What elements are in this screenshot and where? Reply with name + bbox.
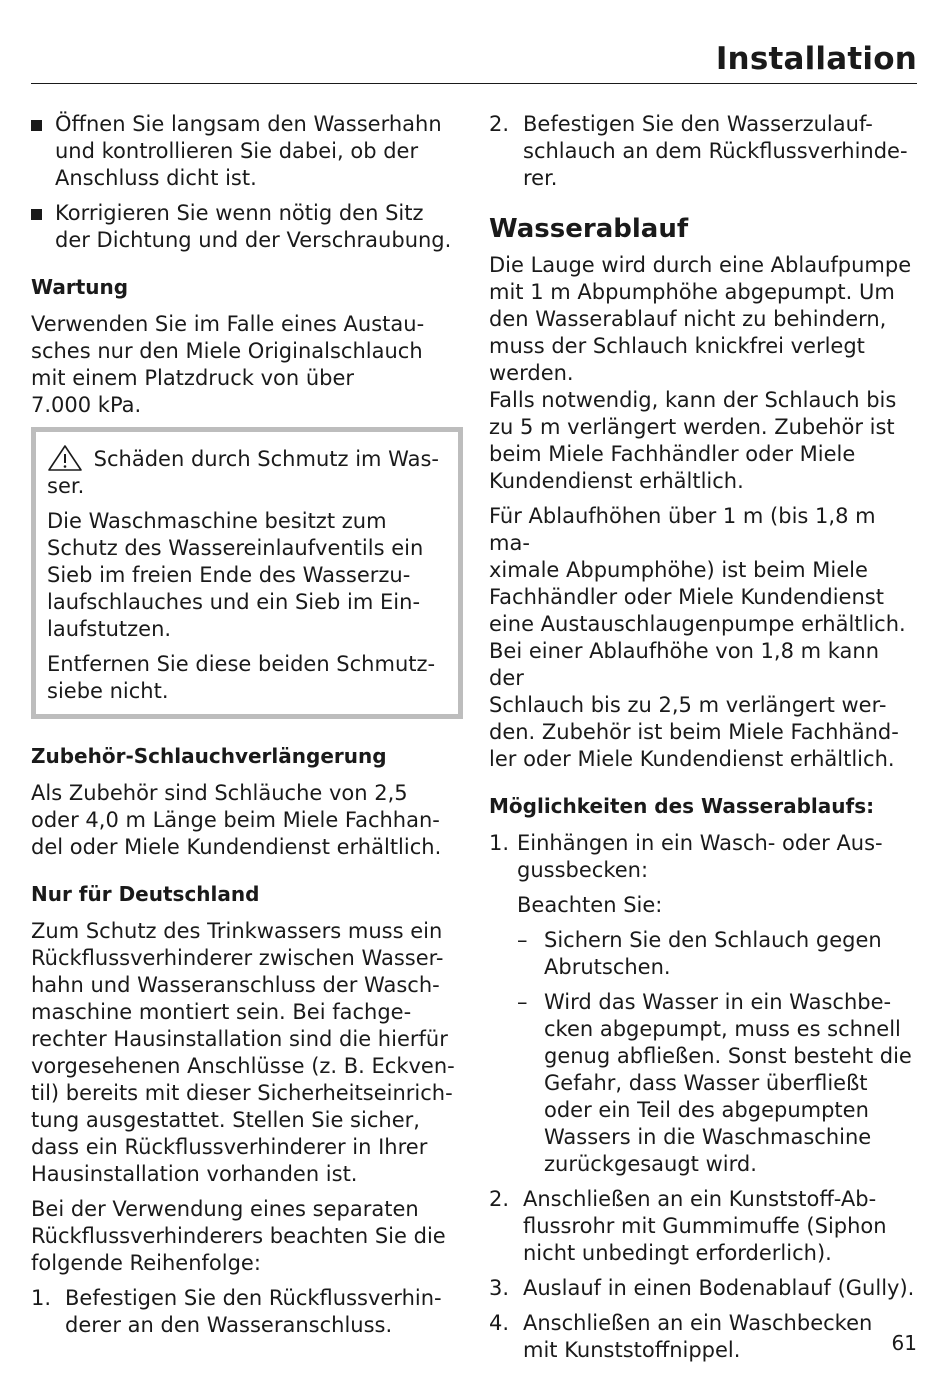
text-line: cken abgepumpt, muss es schnell (544, 1017, 901, 1041)
text-line: derer an den Wasseranschluss. (65, 1313, 393, 1337)
text-line: Auslauf in einen Bodenablauf (Gully). (523, 1276, 915, 1300)
text-line: rechter Hausinstallation sind die hierfür (31, 1027, 448, 1051)
text-line: Die Lauge wird durch eine Ablaufpumpe (489, 253, 912, 277)
text-line: del oder Miele Kundendienst erhältlich. (31, 835, 442, 859)
text-line: Schäden durch Schmutz im Was- (87, 447, 439, 471)
text-line: Gefahr, dass Wasser überfließt (544, 1071, 868, 1095)
bullet-text: Korrigieren Sie wenn nötig den Sitz der Dichtung und der Verschraubung. (55, 201, 452, 252)
text-line: Rückflussverhinderer zwischen Wasser- (31, 946, 444, 970)
text-line: laufstutzen. (47, 617, 172, 641)
text-line: maschine montiert sein. Bei fachge- (31, 1000, 412, 1024)
wartung-text (31, 311, 463, 419)
dash-symbol: – (517, 990, 528, 1014)
text-line: den. Zubehör ist beim Miele Fachhänd- (489, 720, 899, 744)
section-heading-wartung: Wartung (31, 275, 129, 299)
list-number: 2. (489, 1187, 510, 1211)
text-line: Einhängen in ein Wasch- oder Aus- (517, 831, 883, 855)
list-item (489, 1310, 919, 1364)
text-line: Wassers in die Waschmaschine (544, 1125, 872, 1149)
text-line: ler oder Miele Kundendienst erhältlich. (489, 747, 895, 771)
text-line: oder 4,0 m Länge beim Miele Fachhan- (31, 808, 440, 832)
page-header (31, 38, 917, 84)
text-line: vorgesehenen Anschlüsse (z. B. Eckven- (31, 1054, 455, 1078)
text-line: Anschließen an ein Waschbecken (523, 1311, 873, 1335)
text-line: Schlauch bis zu 2,5 m verlängert wer- (489, 693, 887, 717)
warning-title (47, 444, 447, 500)
list-note: Beachten Sie: (517, 893, 663, 917)
text-line: tung ausgestattet. Stellen Sie sicher, (31, 1108, 420, 1132)
dash-text (544, 927, 919, 981)
text-line: flussrohr mit Gummimuffe (Siphon (523, 1214, 887, 1238)
text-line: Wird das Wasser in ein Waschbe- (544, 990, 892, 1014)
right-column (489, 111, 919, 1372)
list-item (31, 1285, 463, 1339)
text-line: Befestigen Sie den Rückflussverhin- (65, 1286, 442, 1310)
text-line: Anschließen an ein Kunststoff-Ab- (523, 1187, 877, 1211)
page-number: 61 (891, 1331, 917, 1355)
text-line: Befestigen Sie den Wasserzulauf- (523, 112, 873, 136)
text-line: nicht unbedingt erforderlich). (523, 1241, 832, 1265)
text-line: Entfernen Sie diese beiden Schmutz- (47, 652, 436, 676)
text-line: til) bereits mit dieser Sicherheitseinrich- (31, 1081, 453, 1105)
list-item (489, 830, 919, 1178)
section-heading-wasserablauf: Wasserablauf (489, 214, 689, 244)
text-line: eine Austauschlaugenpumpe erhältlich. (489, 612, 906, 636)
text-line: Sieb im freien Ende des Wasserzu- (47, 563, 411, 587)
text-line: Bei einer Ablaufhöhe von 1,8 m kann der (489, 639, 880, 690)
text-line: zurückgesaugt wird. (544, 1152, 757, 1176)
text-line: Verwenden Sie im Falle eines Austau- (31, 312, 425, 336)
bullet-text: Öffnen Sie langsam den Wasserhahn und kontrollieren Sie dabei, ob der Anschluss dicht ist. (55, 112, 442, 190)
wasserablauf-paragraph (489, 503, 919, 773)
text-line: 7.000 kPa. (31, 393, 142, 417)
text-line: zu 5 m verlängert werden. Zubehör ist (489, 415, 895, 439)
text-line: genug abfließen. Sonst besteht die (544, 1044, 912, 1068)
text-line: rer. (523, 166, 558, 190)
text-line: Kundendienst erhältlich. (489, 469, 744, 493)
list-text (517, 830, 919, 884)
text-line: sches nur den Miele Originalschlauch (31, 339, 423, 363)
text-line: ser. (47, 474, 85, 498)
text-line: mit 1 m Abpumphöhe abgepumpt. Um (489, 280, 895, 304)
wasserablauf-paragraph (489, 252, 919, 495)
text-line: Schutz des Wassereinlaufventils ein (47, 536, 424, 560)
dash-item (517, 927, 919, 981)
text-line: Als Zubehör sind Schläuche von 2,5 (31, 781, 408, 805)
section-heading-moeglichkeiten: Möglichkeiten des Wasserablaufs: (489, 794, 875, 818)
list-text (65, 1285, 463, 1339)
warning-triangle-icon (47, 444, 83, 471)
text-line: werden. (489, 361, 574, 385)
list-number: 1. (489, 831, 510, 855)
text-line: mit Kunststoffnippel. (523, 1338, 741, 1362)
section-heading-deutschland: Nur für Deutschland (31, 882, 260, 906)
text-line: Fachhändler oder Miele Kundendienst (489, 585, 884, 609)
text-line: schlauch an dem Rückflussverhinde- (523, 139, 908, 163)
list-item (489, 111, 919, 192)
list-text (523, 111, 919, 192)
section-heading-zubehoer: Zubehör-Schlauchverlängerung (31, 744, 387, 768)
text-line: muss der Schlauch knickfrei verlegt (489, 334, 865, 358)
list-item (489, 1275, 919, 1302)
text-line: gussbecken: (517, 858, 649, 882)
text-line: siebe nicht. (47, 679, 169, 703)
text-line: Die Waschmaschine besitzt zum (47, 509, 387, 533)
text-line: Für Ablaufhöhen über 1 m (bis 1,8 m ma- (489, 504, 876, 555)
dash-text (544, 989, 919, 1178)
text-line: den Wasserablauf nicht zu behindern, (489, 307, 887, 331)
text-line: Falls notwendig, kann der Schlauch bis (489, 388, 897, 412)
dash-item (517, 989, 919, 1178)
text-line: mit einem Platzdruck von über (31, 366, 355, 390)
dash-symbol: – (517, 928, 528, 952)
text-line: dass ein Rückflussverhinderer in Ihrer (31, 1135, 428, 1159)
warning-paragraph (47, 651, 447, 705)
text-line: Rückflussverhinderers beachten Sie die (31, 1224, 446, 1248)
text-line: Bei der Verwendung eines separaten (31, 1197, 419, 1221)
text-line: laufschlauches und ein Sieb im Ein- (47, 590, 421, 614)
left-column (31, 111, 463, 1347)
list-number: 2. (489, 112, 510, 136)
list-text (523, 1310, 919, 1364)
text-line: ximale Abpumphöhe) ist beim Miele (489, 558, 868, 582)
text-line: Abrutschen. (544, 955, 671, 979)
text-line: folgende Reihenfolge: (31, 1251, 261, 1275)
deutschland-paragraph (31, 1196, 463, 1277)
page-title: Installation (715, 41, 917, 77)
list-number: 3. (489, 1276, 510, 1300)
text-line: Zum Schutz des Trinkwassers muss ein (31, 919, 443, 943)
deutschland-paragraph (31, 918, 463, 1188)
text-line: hahn und Wasseranschluss der Wasch- (31, 973, 440, 997)
text-line: Sichern Sie den Schlauch gegen (544, 928, 882, 952)
bullet-item (31, 200, 463, 254)
warning-paragraph (47, 508, 447, 643)
text-line: Hausinstallation vorhanden ist. (31, 1162, 358, 1186)
text-line: oder ein Teil des abgepumpten (544, 1098, 869, 1122)
list-text (523, 1275, 919, 1302)
warning-box (31, 427, 463, 719)
list-number: 1. (31, 1286, 52, 1310)
bullet-item (31, 111, 463, 192)
list-item (489, 1186, 919, 1267)
zubehoer-text (31, 780, 463, 861)
text-line: beim Miele Fachhändler oder Miele (489, 442, 856, 466)
list-number: 4. (489, 1311, 510, 1335)
list-text (523, 1186, 919, 1267)
